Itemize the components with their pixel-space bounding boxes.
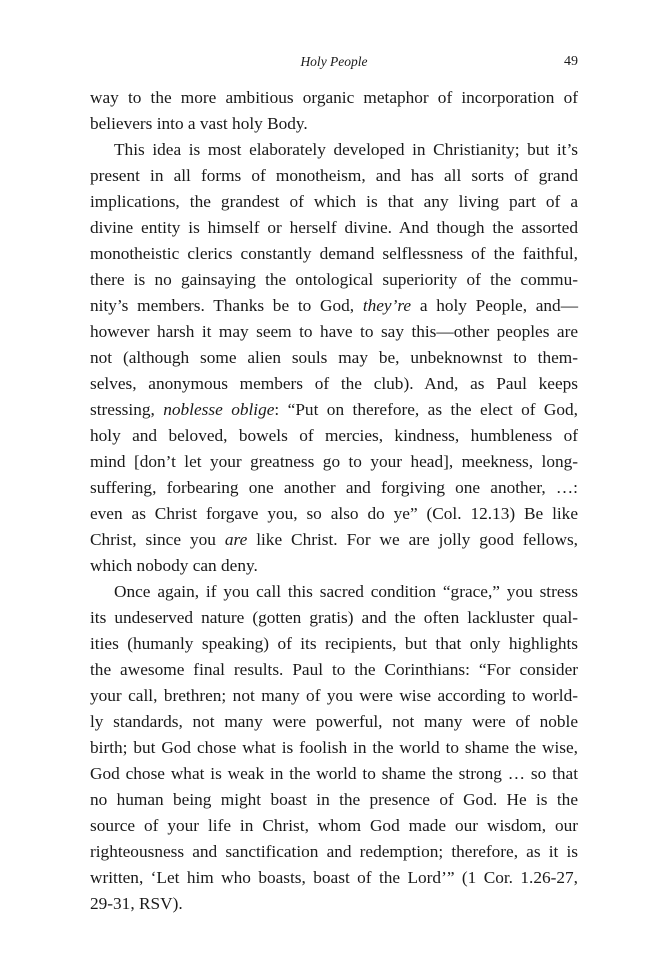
- italic-text: they’re: [362, 296, 412, 315]
- text-line: even as Christ forgave you, so also do ye” (Col. 12.13) Be like: [90, 504, 578, 523]
- text-line: Once again, if you call this sacred condition “grace,” you stress: [114, 582, 578, 601]
- text-line: the awesome final results. Paul to the Corinthians: “For consider: [90, 660, 578, 679]
- text-line: monotheistic clerics constantly demand selflessness of the faithful,: [90, 244, 578, 263]
- text-line: your call, brethren; not many of you were wise according to world-: [90, 686, 578, 705]
- text-line: suffering, forbearing one another and forgiving one another, …:: [90, 478, 578, 497]
- text-line: stressing, noblesse oblige: “Put on therefore, as the elect of God,: [90, 400, 579, 419]
- text-line: no human being might boast in the presence of God. He is the: [90, 790, 578, 809]
- text-line: there is no gainsaying the ontological superiority of the commu-: [90, 270, 578, 289]
- text-line: not (although some alien souls may be, unbeknownst to them-: [90, 348, 578, 367]
- paragraph: [90, 85, 578, 137]
- text-line: present in all forms of monotheism, and has all sorts of grand: [90, 166, 578, 185]
- text-line: ities (humanly speaking) of its recipients, but that only highlights: [90, 634, 578, 653]
- text-line: nity’s members. Thanks be to God, they’re a holy People, and—: [90, 296, 578, 315]
- text-line: 29-31, RSV).: [90, 894, 183, 913]
- running-title: Holy People: [300, 54, 368, 69]
- text-line: ly standards, not many were powerful, not many were of noble: [90, 712, 578, 731]
- running-head: [90, 52, 578, 72]
- text-line: its undeserved nature (gotten gratis) and the often lackluster qual-: [90, 608, 578, 627]
- paragraph: [90, 579, 578, 917]
- text-line: mind [don’t let your greatness go to your head], meekness, long-: [90, 452, 578, 471]
- text-line: written, ‘Let him who boasts, boast of the Lord’” (1 Cor. 1.26-27,: [90, 868, 578, 887]
- text-line: God chose what is weak in the world to shame the strong … so that: [90, 764, 578, 783]
- page-number: 49: [564, 54, 578, 69]
- text-line: way to the more ambitious organic metaphor of incorporation of: [90, 88, 578, 107]
- text-line: source of your life in Christ, whom God made our wisdom, our: [90, 816, 578, 835]
- text-line: believers into a vast holy Body.: [90, 114, 308, 133]
- text-line: birth; but God chose what is foolish in the world to shame the wise,: [90, 738, 578, 757]
- text-line: This idea is most elaborately developed in Christianity; but it’s: [114, 140, 578, 159]
- text-line: which nobody can deny.: [90, 556, 258, 575]
- text-line: Christ, since you are like Christ. For we are jolly good fellows,: [90, 530, 578, 549]
- text-line: implications, the grandest of which is that any living part of a: [90, 192, 578, 211]
- text-line: holy and beloved, bowels of mercies, kindness, humbleness of: [90, 426, 578, 445]
- text-line: divine entity is himself or herself divine. And though the assorted: [90, 218, 578, 237]
- body-text: [90, 85, 578, 917]
- text-line: selves, anonymous members of the club). And, as Paul keeps: [90, 374, 578, 393]
- text-line: righteousness and sanctification and redemption; therefore, as it is: [90, 842, 578, 861]
- paragraph: [90, 137, 578, 579]
- italic-text: noblesse oblige: [163, 400, 275, 419]
- text-line: however harsh it may seem to have to say this—other peoples are: [90, 322, 578, 341]
- italic-text: are: [224, 530, 248, 549]
